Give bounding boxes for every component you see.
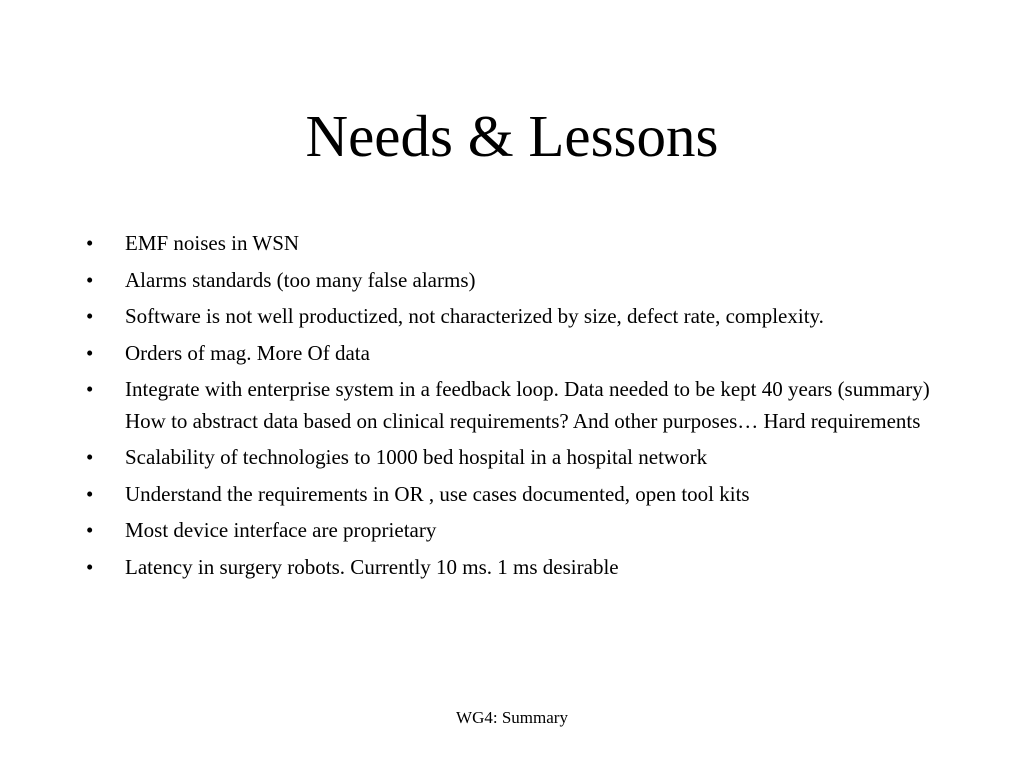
bullet-marker: •	[86, 304, 94, 328]
bullet-marker: •	[86, 267, 94, 292]
list-item-text: Integrate with enterprise system in a feedback loop. Data needed to be kept 40 years (summary) How to abstract data based on clinical requirements? And other purposes… Hard requirements	[125, 377, 930, 433]
bullet-marker: •	[86, 231, 94, 255]
slide-title: Needs & Lessons	[305, 103, 719, 169]
list-item-text: Scalability of technologies to 1000 bed hospital in a hospital network	[125, 445, 708, 469]
bullet-marker: •	[86, 518, 94, 542]
list-item	[86, 442, 946, 474]
list-item-text: EMF noises in WSN	[125, 231, 300, 255]
list-item	[86, 338, 946, 370]
bullet-list	[86, 228, 946, 588]
slide-footer: WG4: Summary	[456, 708, 568, 727]
list-item-text: Orders of mag. More Of data	[125, 340, 370, 365]
list-item-text: Software is not well productized, not characterized by size, defect rate, complexity.	[125, 304, 824, 328]
bullet-marker: •	[86, 445, 94, 469]
list-item	[86, 265, 946, 297]
list-item	[86, 301, 946, 333]
list-item-text: Alarms standards (too many false alarms)	[125, 267, 476, 292]
list-item-text: Understand the requirements in OR , use cases documented, open tool kits	[125, 481, 750, 506]
list-item	[86, 479, 946, 511]
list-item	[86, 228, 946, 260]
bullet-marker: •	[86, 481, 94, 506]
list-item	[86, 552, 946, 584]
list-item	[86, 515, 946, 547]
bullet-marker: •	[86, 377, 94, 401]
bullet-marker: •	[86, 554, 94, 579]
list-item-text: Most device interface are proprietary	[125, 518, 437, 542]
list-item	[86, 374, 946, 437]
list-item-text: Latency in surgery robots. Currently 10 ms. 1 ms desirable	[125, 554, 619, 579]
bullet-marker: •	[86, 340, 94, 365]
